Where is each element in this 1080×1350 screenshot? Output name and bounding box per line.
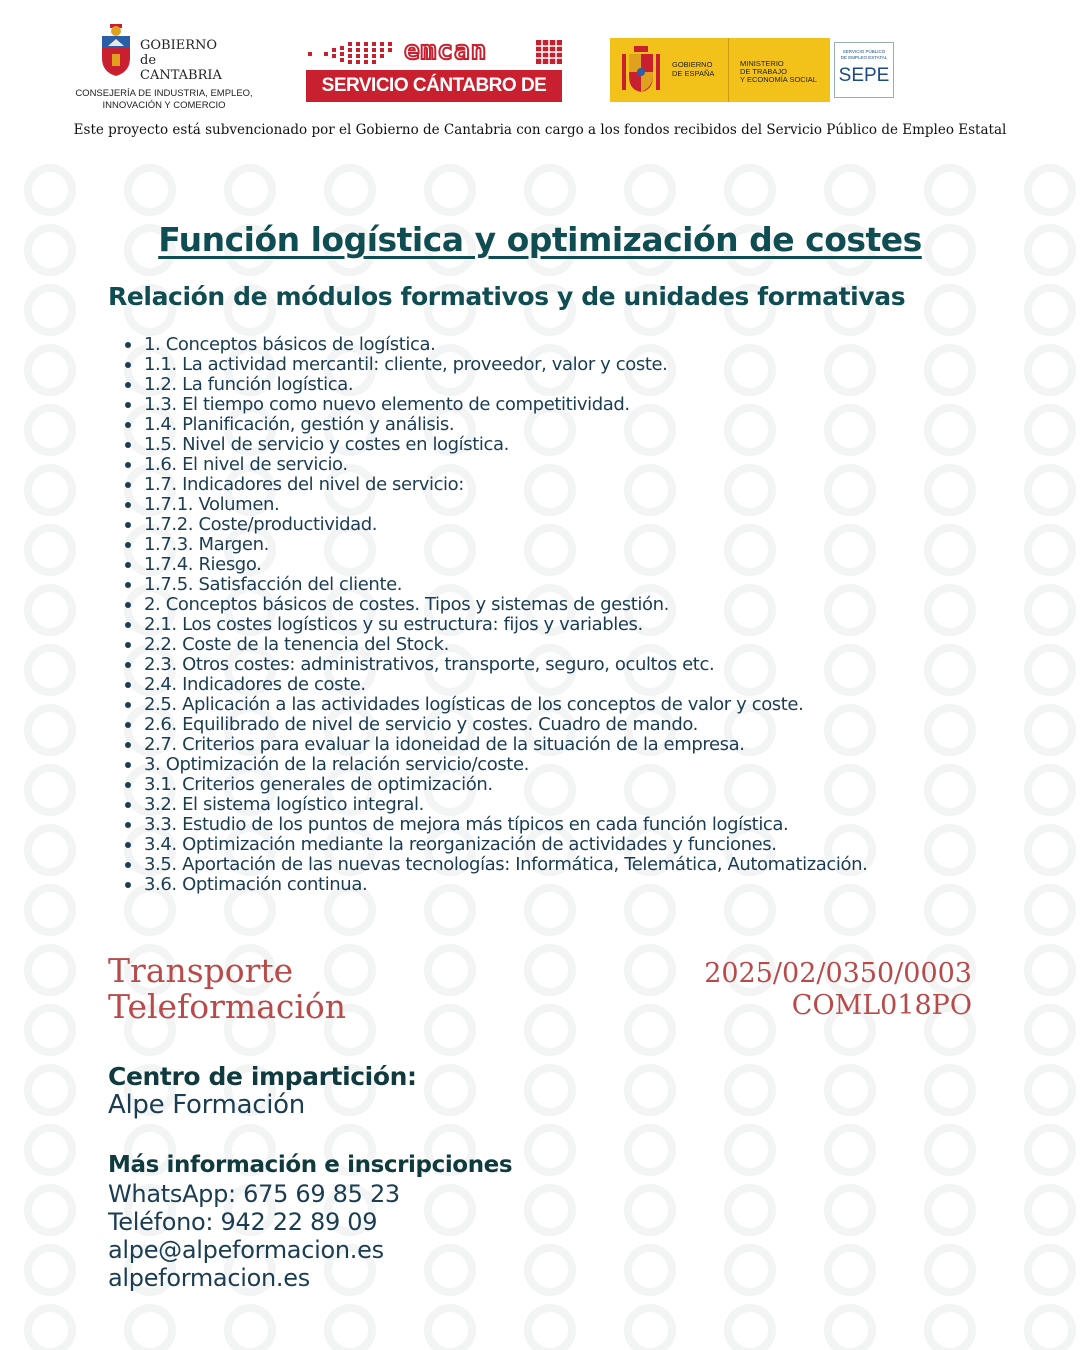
cantabria-line3: CANTABRIA (140, 68, 222, 83)
module-item: 3.6. Optimación continua. (144, 875, 1080, 895)
ministerio-line1: MINISTERIO (740, 59, 784, 68)
module-item: 1.7.5. Satisfacción del cliente. (144, 575, 1080, 595)
phone-contact[interactable]: Teléfono: 942 22 89 09 (108, 1208, 378, 1236)
module-item: 3.4. Optimización mediante la reorganización de actividades y funciones. (144, 835, 1080, 855)
module-item: 1.7.3. Margen. (144, 535, 1080, 555)
module-item: 3.3. Estudio de los puntos de mejora más típicos en cada función logística. (144, 815, 1080, 835)
module-item: 3. Optimización de la relación servicio/coste. (144, 755, 1080, 775)
module-item: 3.5. Aportación de las nuevas tecnologías: Informática, Telemática, Automatización. (144, 855, 1080, 875)
center-name: Alpe Formación (108, 1090, 305, 1120)
contact-info (108, 1180, 400, 1292)
course-category (108, 953, 346, 1025)
info-label: Más información e inscripciones (108, 1152, 513, 1178)
course-identifiers (704, 958, 972, 1022)
sepe-small-line1: SERVICIO PÚBLICO (842, 49, 886, 54)
consejeria-line2: INNOVACIÓN Y COMERCIO (102, 100, 226, 111)
module-item: 1.3. El tiempo como nuevo elemento de competitividad. (144, 395, 1080, 415)
module-item: 2.1. Los costes logísticos y su estructura: fijos y variables. (144, 615, 1080, 635)
module-item: 2.4. Indicadores de coste. (144, 675, 1080, 695)
module-item: 1.5. Nivel de servicio y costes en logística. (144, 435, 1080, 455)
cantabria-line2: de (140, 53, 157, 68)
module-item: 1.7. Indicadores del nivel de servicio: (144, 475, 1080, 495)
module-item: 1.1. La actividad mercantil: cliente, proveedor, valor y coste. (144, 355, 1080, 375)
subsidy-note: Este proyecto está subvencionado por el Gobierno de Cantabria con cargo a los fondos recibidos del Servicio Público de Empleo Estatal (73, 122, 1007, 138)
cantabria-line1: GOBIERNO (140, 38, 218, 53)
modules-list (108, 335, 1080, 895)
module-item: 3.2. El sistema logístico integral. (144, 795, 1080, 815)
module-item: 3.1. Criterios generales de optimización. (144, 775, 1080, 795)
course-modality: Teleformación (108, 987, 347, 1026)
module-item: 2.6. Equilibrado de nivel de servicio y costes. Cuadro de mando. (144, 715, 1080, 735)
course-title: Función logística y optimización de costes (158, 220, 922, 259)
module-item: 2.2. Coste de la tenencia del Stock. (144, 635, 1080, 655)
module-item: 1.2. La función logística. (144, 375, 1080, 395)
website-link[interactable]: alpeformacion.es (108, 1264, 310, 1292)
course-file-number: 2025/02/0350/0003 (704, 958, 972, 989)
module-item: 2.3. Otros costes: administrativos, transporte, seguro, ocultos etc. (144, 655, 1080, 675)
consejeria-line1: CONSEJERÍA DE INDUSTRIA, EMPLEO, (75, 88, 253, 99)
emcan-word: emcan (404, 36, 488, 66)
module-item: 1. Conceptos básicos de logística. (144, 335, 1080, 355)
whatsapp-contact[interactable]: WhatsApp: 675 69 85 23 (108, 1180, 400, 1208)
module-item: 2. Conceptos básicos de costes. Tipos y sistemas de gestión. (144, 595, 1080, 615)
sepe-word: SEPE (838, 65, 890, 86)
course-code: COML018PO (791, 990, 972, 1021)
emcan-servicio-label: SERVICIO CÁNTABRO DE EMPLEO (306, 70, 562, 102)
email-contact[interactable]: alpe@alpeformacion.es (108, 1236, 384, 1264)
ministerio-line2: DE TRABAJO (740, 67, 787, 76)
module-item: 2.5. Aplicación a las actividades logísticas de los conceptos de valor y coste. (144, 695, 1080, 715)
module-item: 2.7. Criterios para evaluar la idoneidad de la situación de la empresa. (144, 735, 1080, 755)
course-sector: Transporte (108, 951, 294, 990)
module-item: 1.7.2. Coste/productividad. (144, 515, 1080, 535)
spain-gob-line2: DE ESPAÑA (672, 69, 715, 78)
ministerio-line3: Y ECONOMÍA SOCIAL (740, 75, 817, 84)
sepe-small-line2: DE EMPLEO ESTATAL (840, 55, 888, 60)
module-item: 1.4. Planificación, gestión y análisis. (144, 415, 1080, 435)
module-item: 1.6. El nivel de servicio. (144, 455, 1080, 475)
module-item: 1.7.1. Volumen. (144, 495, 1080, 515)
modules-subtitle: Relación de módulos formativos y de unidades formativas (108, 282, 906, 311)
module-item: 1.7.4. Riesgo. (144, 555, 1080, 575)
spain-gob-line1: GOBIERNO (672, 60, 713, 69)
center-label: Centro de impartición: (108, 1062, 417, 1091)
